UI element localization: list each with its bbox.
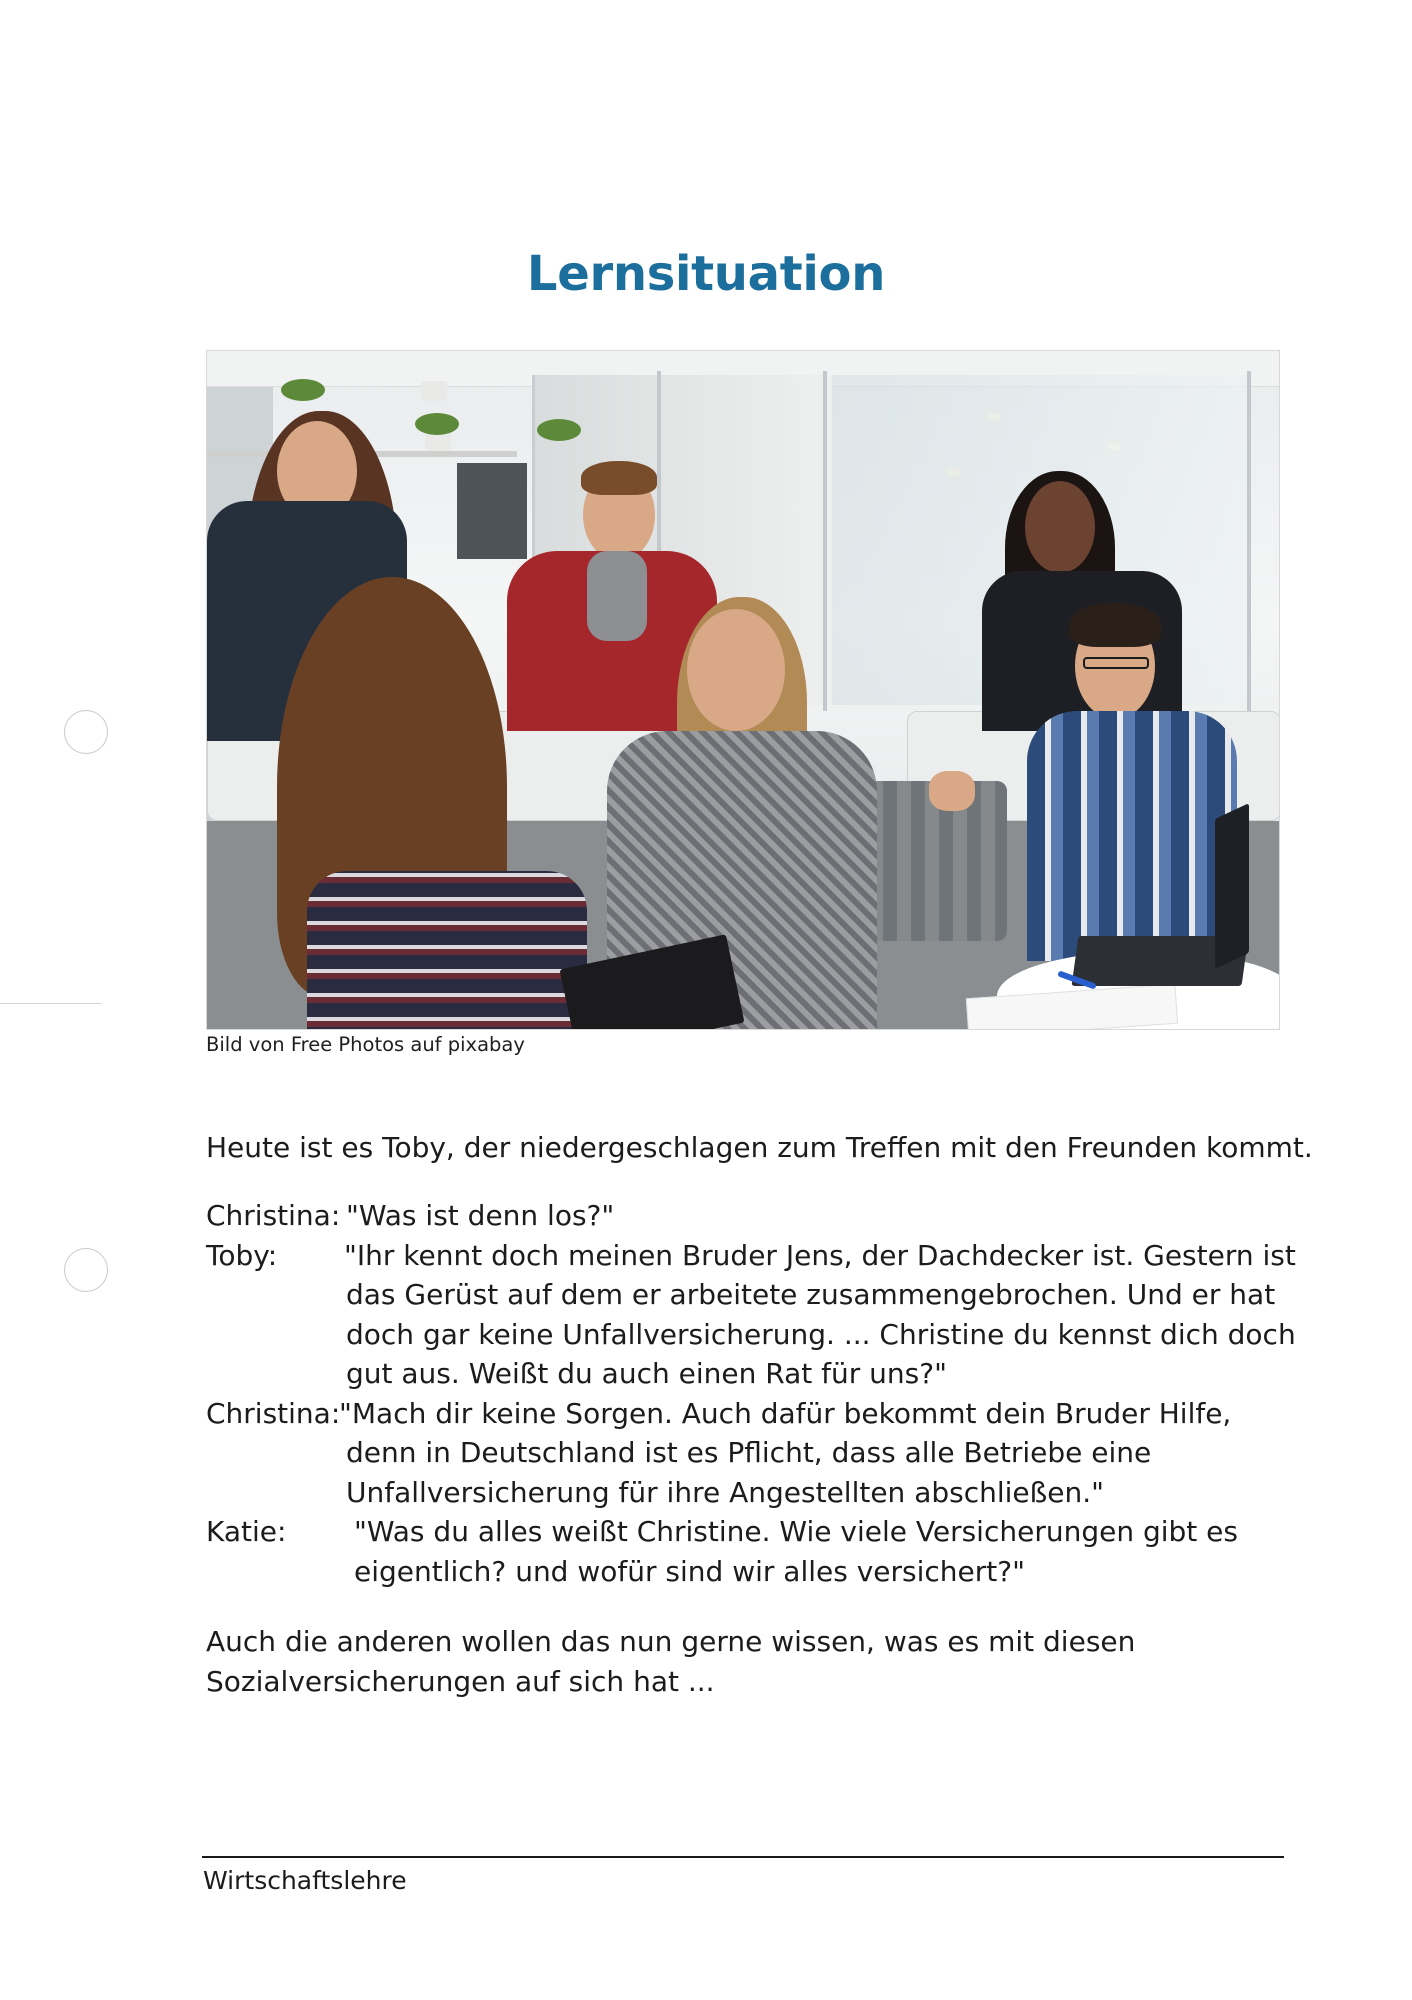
speech-line: doch gar keine Unfallversicherung. ... Christine du kennst dich doch xyxy=(346,1317,1296,1351)
speech-line: "Mach dir keine Sorgen. Auch dafür bekommt dein Bruder Hilfe, xyxy=(339,1396,1232,1430)
photo-plant xyxy=(537,419,581,441)
speech-line: "Was du alles weißt Christine. Wie viele Versicherungen gibt es xyxy=(354,1515,1238,1548)
photo-person-head xyxy=(1025,481,1095,573)
speech-line: "Was ist denn los?" xyxy=(346,1199,615,1232)
photo-laptop-screen xyxy=(1215,803,1249,969)
image-caption: Bild von Free Photos auf pixabay xyxy=(206,1033,525,1056)
speech-line: denn in Deutschland ist es Pflicht, dass alle Betriebe eine xyxy=(346,1436,1152,1469)
photo-person-hair xyxy=(581,461,657,495)
page-title: Lernsituation xyxy=(526,246,886,302)
punch-hole-top xyxy=(64,710,108,754)
closing-paragraph xyxy=(206,1622,1226,1702)
dialogue xyxy=(206,1196,1306,1591)
speaker-label: Christina: xyxy=(206,1199,341,1232)
photo-plant xyxy=(281,379,325,401)
group-meeting-photo xyxy=(206,350,1280,1030)
photo-window-frame xyxy=(823,371,827,711)
fold-mark xyxy=(0,1003,102,1004)
footer-divider xyxy=(202,1856,1284,1858)
speaker-label: Katie: xyxy=(206,1515,287,1548)
photo-glasses xyxy=(1083,657,1149,669)
footer-subject: Wirtschaftslehre xyxy=(203,1866,407,1895)
intro-text: Heute ist es Toby, der niedergeschlagen zum Treffen mit den Freunden kommt. xyxy=(206,1131,1313,1164)
photo-plant xyxy=(415,413,459,435)
punch-hole-bottom xyxy=(64,1248,108,1292)
dialogue-entry-katie xyxy=(206,1512,1306,1591)
photo-shelf-cabinet xyxy=(457,463,527,559)
speech-line: Unfallversicherung für ihre Angestellten abschließen." xyxy=(346,1475,1105,1509)
speaker-label: Toby: xyxy=(206,1238,278,1272)
dialogue-entry-christina xyxy=(206,1196,1306,1236)
photo-person-hair xyxy=(1069,603,1161,647)
photo-person-body xyxy=(1027,711,1237,961)
closing-line: Sozialversicherungen auf sich hat ... xyxy=(206,1665,715,1698)
photo-person-scarf xyxy=(587,551,647,641)
speaker-label: Christina: xyxy=(206,1396,341,1430)
photo-plant-pot xyxy=(421,381,447,401)
closing-line: Auch die anderen wollen das nun gerne wissen, was es mit diesen xyxy=(206,1625,1136,1658)
photo-person-head xyxy=(687,609,785,731)
speech-line: gut aus. Weißt du auch einen Rat für uns?" xyxy=(346,1357,947,1390)
photo-window-frame xyxy=(1247,371,1251,711)
photo-person-hand xyxy=(929,771,975,811)
speech-line: eigentlich? und wofür sind wir alles versichert?" xyxy=(354,1554,1025,1588)
photo-person-body xyxy=(307,871,587,1030)
speech-line: das Gerüst auf dem er arbeitete zusammengebrochen. Und er hat xyxy=(346,1278,1276,1311)
speech-line: "Ihr kennt doch meinen Bruder Jens, der Dachdecker ist. Gestern ist xyxy=(344,1238,1296,1272)
dialogue-entry-christina xyxy=(206,1394,1306,1513)
dialogue-entry-toby xyxy=(206,1236,1306,1394)
